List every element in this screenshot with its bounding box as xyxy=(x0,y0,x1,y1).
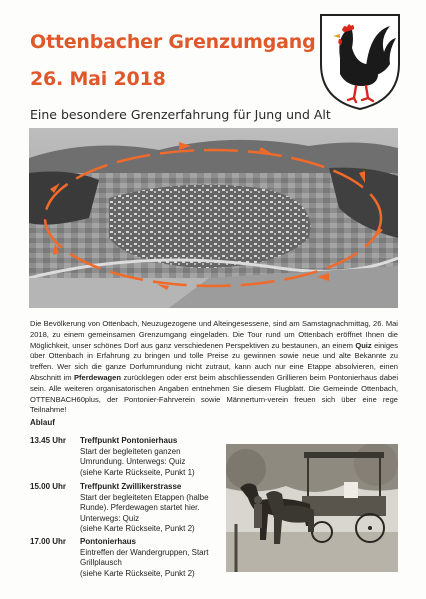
schedule-line: (siehe Karte Rückseite, Punkt 2) xyxy=(80,524,195,534)
schedule-line: (siehe Karte Rückseite, Punkt 2) xyxy=(80,568,195,578)
schedule-line: Grillplausch xyxy=(80,558,122,568)
schedule-heading: Pontonierhaus xyxy=(80,537,137,546)
schedule-label: Ablauf xyxy=(30,418,55,427)
schedule-line: Start der begleiteten Etappen (halbe xyxy=(80,492,209,502)
schedule-time: 15.00 Uhr xyxy=(30,482,67,491)
schedule-line: Start der begleiteten ganzen xyxy=(80,446,181,456)
schedule-line: Umrundung. Unterwegs: Quiz xyxy=(80,457,186,467)
subtitle: Eine besondere Grenzerfahrung für Jung und Alt xyxy=(30,107,331,122)
intro-paragraph xyxy=(30,319,398,416)
intro-quiz-bold: Quiz xyxy=(355,340,372,350)
intro-text-3: zurücklegen oder erst beim abschliessenden Grillieren beim Pontonierhaus dabei sein. Alle weiteren organisatorischen Angaben entnehmen Sie diesem Flugblatt. Die Gemeinde Ottenbach, OTTENBACH60plus, der Pontonier-Fahrverein sowie Männerturn-verein freuen sich über eine rege Teilnahme! xyxy=(30,372,398,415)
schedule-item xyxy=(30,537,220,581)
aerial-village-photo xyxy=(29,128,398,308)
intro-text-2: einiges über Ottenbach in Erfahrung zu bringen und tolle Preise zu gewinnen sowie neue und alte Bekannte zu treffen. Wer sich die ganze Dorfumrundung nicht zutraut, kann auch nur eine Etappe absolvieren, einen Abschnitt im xyxy=(30,340,398,382)
schedule-heading: Treffpunkt Zwillikerstrasse xyxy=(80,482,182,491)
schedule-item xyxy=(30,482,220,536)
schedule-item xyxy=(30,436,220,480)
intro-text-1: Die Bevölkerung von Ottenbach, Neuzugezogene und Alteingesessene, sind am Samstagnachmittag, 26. Mai 2018, zu einem gemeinsamen Grenzumgang eingeladen. Die Tour rund um Ottenbach eröffnet Ihnen die Möglichkeit, unser schönes Dorf aus ganz verschiedenen Perspektiven zu bestaunen, an einem xyxy=(30,319,398,350)
title-line-2: 26. Mai 2018 xyxy=(30,68,166,90)
schedule-time: 17.00 Uhr xyxy=(30,537,67,546)
intro-pferdewagen-bold: Pferdewagen xyxy=(73,372,121,382)
schedule-line: Eintreffen der Wandergruppen, Start xyxy=(80,547,209,557)
schedule-line: Runde). Pferdewagen startet hier. xyxy=(80,503,200,513)
schedule-heading: Treffpunkt Pontonierhaus xyxy=(80,436,178,445)
title-line-1: Ottenbacher Grenzumgang xyxy=(30,31,316,53)
schedule-line: (siehe Karte Rückseite, Punkt 1) xyxy=(80,467,195,477)
rooster-coat-of-arms-icon xyxy=(318,12,402,112)
horse-cart-photo xyxy=(226,444,398,572)
schedule-line: Unterwegs: Quiz xyxy=(80,513,140,523)
schedule-time: 13.45 Uhr xyxy=(30,436,67,445)
